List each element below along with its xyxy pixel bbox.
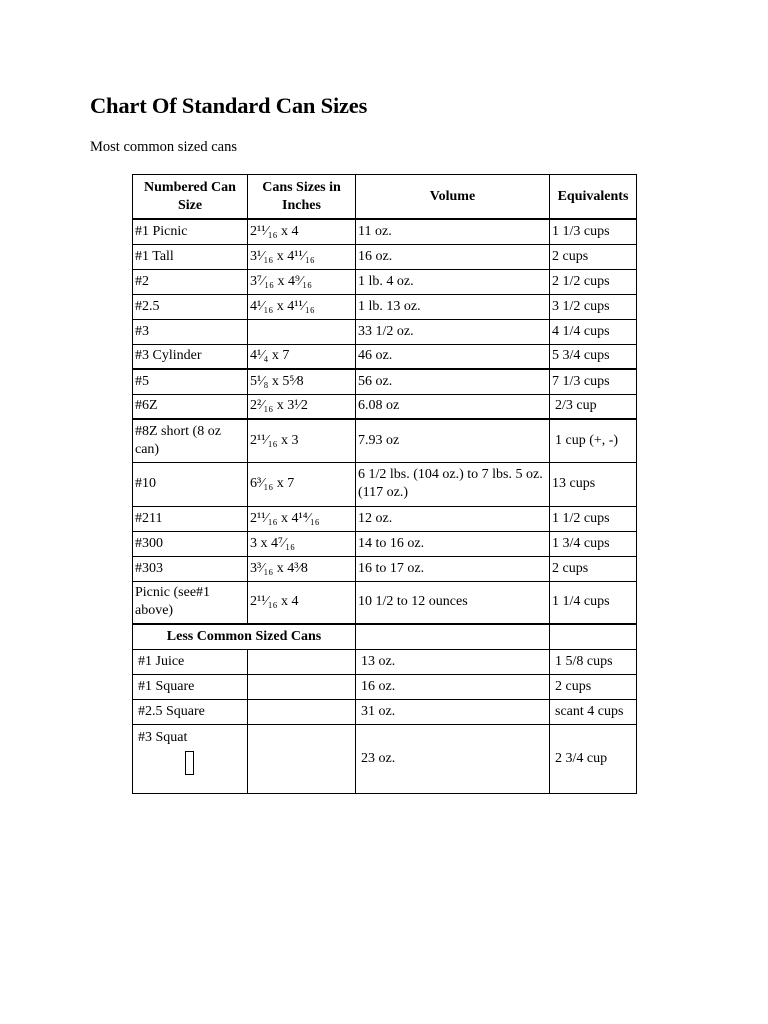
table-row xyxy=(133,344,637,369)
squat-label: #3 Squat xyxy=(138,729,188,745)
cell-dims: 2¹¹⁄₁₆ x 4 xyxy=(248,219,356,244)
header-can-sizes-inches: Cans Sizes in Inches xyxy=(248,175,356,220)
table-row xyxy=(133,506,637,531)
header-volume: Volume xyxy=(356,175,550,220)
table-row xyxy=(133,244,637,269)
cell-empty xyxy=(550,624,637,649)
cell-equiv: 2/3 cup xyxy=(550,394,637,419)
cell-equiv: 2 cups xyxy=(550,244,637,269)
header-equivalents: Equivalents xyxy=(550,175,637,220)
cell-equiv: 1 1/3 cups xyxy=(550,219,637,244)
cell-equiv: 4 1/4 cups xyxy=(550,319,637,344)
section-row-less-common xyxy=(133,624,637,649)
cell-equiv: 1 1/2 cups xyxy=(550,506,637,531)
cell-size xyxy=(133,724,248,793)
page-title: Chart Of Standard Can Sizes xyxy=(90,93,368,118)
table-row xyxy=(133,294,637,319)
cell-size: #211 xyxy=(133,506,248,531)
cell-size: #2.5 Square xyxy=(133,699,248,724)
cell-dims: 3¹⁄₁₆ x 4¹¹⁄₁₆ xyxy=(248,244,356,269)
cell-dims: 3 x 4⁷⁄₁₆ xyxy=(248,531,356,556)
table-row xyxy=(133,319,637,344)
cell-equiv: 3 1/2 cups xyxy=(550,294,637,319)
cell-size: #3 Cylinder xyxy=(133,344,248,369)
cell-equiv: 2 3/4 cup xyxy=(550,724,637,793)
table-row xyxy=(133,649,637,674)
cell-empty xyxy=(356,624,550,649)
cell-equiv: 5 3/4 cups xyxy=(550,344,637,369)
cell-size: #3 xyxy=(133,319,248,344)
cell-size: #1 Juice xyxy=(133,649,248,674)
cell-dims: 6³⁄₁₆ x 7 xyxy=(248,462,356,506)
cell-volume: 16 oz. xyxy=(356,244,550,269)
cell-size: #303 xyxy=(133,556,248,581)
cell-size: #5 xyxy=(133,369,248,394)
table-row xyxy=(133,724,637,793)
cell-dims: 4¹⁄₄ x 7 xyxy=(248,344,356,369)
cell-size: #300 xyxy=(133,531,248,556)
cell-volume: 7.93 oz xyxy=(356,419,550,462)
cell-size: #10 xyxy=(133,462,248,506)
cell-dims xyxy=(248,724,356,793)
cell-equiv: 2 cups xyxy=(550,556,637,581)
cell-volume: 46 oz. xyxy=(356,344,550,369)
cell-dims: 4¹⁄₁₆ x 4¹¹⁄₁₆ xyxy=(248,294,356,319)
table-row xyxy=(133,674,637,699)
cell-size: #1 Square xyxy=(133,674,248,699)
cell-volume: 6.08 oz xyxy=(356,394,550,419)
cell-volume: 33 1/2 oz. xyxy=(356,319,550,344)
table-row xyxy=(133,531,637,556)
cell-dims xyxy=(248,649,356,674)
table-row xyxy=(133,369,637,394)
cell-dims xyxy=(248,699,356,724)
section-label: Less Common Sized Cans xyxy=(133,624,356,649)
cell-equiv: 2 cups xyxy=(550,674,637,699)
cell-equiv: 1 cup (+, -) xyxy=(550,419,637,462)
cell-size: #1 Picnic xyxy=(133,219,248,244)
cell-volume: 1 lb. 13 oz. xyxy=(356,294,550,319)
table-row xyxy=(133,419,637,462)
cell-volume: 16 oz. xyxy=(356,674,550,699)
cell-volume: 31 oz. xyxy=(356,699,550,724)
cell-equiv: 1 1/4 cups xyxy=(550,581,637,624)
cell-size: #8Z short (8 oz can) xyxy=(133,419,248,462)
table-row xyxy=(133,219,637,244)
cell-equiv: 13 cups xyxy=(550,462,637,506)
cell-dims xyxy=(248,319,356,344)
table-row xyxy=(133,581,637,624)
can-size-table xyxy=(132,174,637,794)
cell-volume: 14 to 16 oz. xyxy=(356,531,550,556)
table-row xyxy=(133,269,637,294)
cell-volume: 10 1/2 to 12 ounces xyxy=(356,581,550,624)
cell-dims: 2²⁄₁₆ x 3¹⁄2 xyxy=(248,394,356,419)
cell-volume: 16 to 17 oz. xyxy=(356,556,550,581)
cell-dims: 2¹¹⁄₁₆ x 3 xyxy=(248,419,356,462)
table-header-row xyxy=(133,175,637,220)
cell-equiv: 7 1/3 cups xyxy=(550,369,637,394)
cell-volume: 13 oz. xyxy=(356,649,550,674)
cell-dims: 3⁷⁄₁₆ x 4⁹⁄₁₆ xyxy=(248,269,356,294)
image-placeholder-icon xyxy=(185,751,194,775)
cell-dims: 5¹⁄₈ x 5⁵⁄8 xyxy=(248,369,356,394)
cell-equiv: 1 3/4 cups xyxy=(550,531,637,556)
cell-volume: 23 oz. xyxy=(356,724,550,793)
cell-volume: 6 1/2 lbs. (104 oz.) to 7 lbs. 5 oz. (117 oz.) xyxy=(356,462,550,506)
cell-size: Picnic (see#1 above) xyxy=(133,581,248,624)
table-row xyxy=(133,556,637,581)
table-row xyxy=(133,394,637,419)
header-numbered-can-size: Numbered Can Size xyxy=(133,175,248,220)
cell-equiv: 2 1/2 cups xyxy=(550,269,637,294)
cell-size: #2 xyxy=(133,269,248,294)
cell-dims xyxy=(248,674,356,699)
cell-dims: 2¹¹⁄₁₆ x 4¹⁴⁄₁₆ xyxy=(248,506,356,531)
table-row xyxy=(133,462,637,506)
table-row xyxy=(133,699,637,724)
cell-dims: 2¹¹⁄₁₆ x 4 xyxy=(248,581,356,624)
cell-volume: 56 oz. xyxy=(356,369,550,394)
cell-volume: 1 lb. 4 oz. xyxy=(356,269,550,294)
cell-size: #6Z xyxy=(133,394,248,419)
subtitle: Most common sized cans xyxy=(90,139,237,155)
cell-equiv: scant 4 cups xyxy=(550,699,637,724)
cell-volume: 11 oz. xyxy=(356,219,550,244)
cell-size: #1 Tall xyxy=(133,244,248,269)
cell-size: #2.5 xyxy=(133,294,248,319)
cell-equiv: 1 5/8 cups xyxy=(550,649,637,674)
cell-dims: 3³⁄₁₆ x 4³⁄8 xyxy=(248,556,356,581)
cell-volume: 12 oz. xyxy=(356,506,550,531)
